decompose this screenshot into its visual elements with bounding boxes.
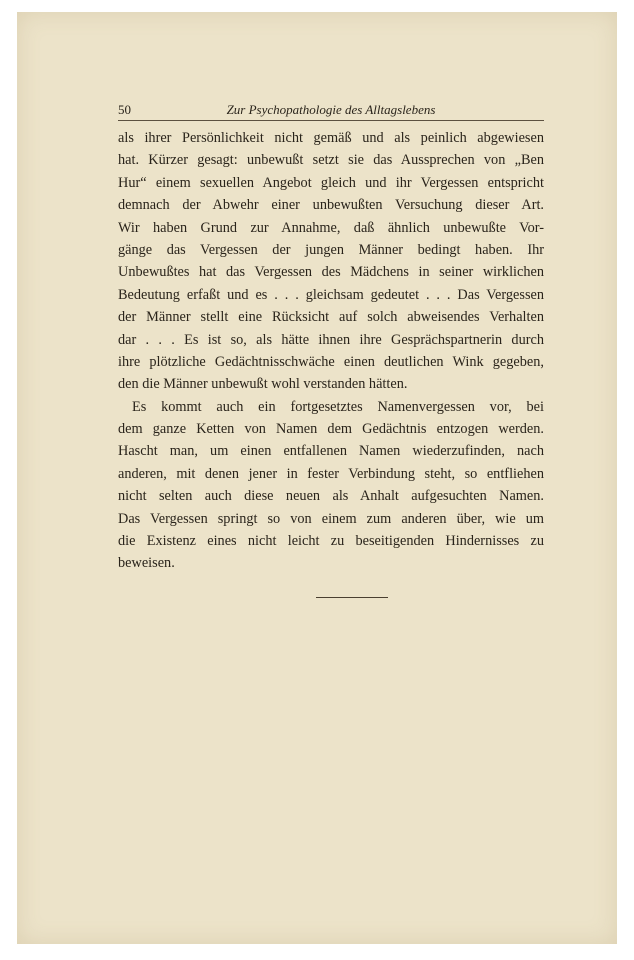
paragraph-1 (118, 127, 544, 396)
book-page (17, 12, 617, 944)
text-line: beweisen. (118, 555, 175, 572)
text-line: hat. Kürzer gesagt: unbewußt setzt sie das Aussprechen von „Ben (118, 152, 544, 169)
text-block (118, 100, 544, 575)
paragraph-2 (118, 396, 544, 575)
text-line: Das Vergessen springt so von einem zum anderen über, wie um (118, 510, 544, 527)
text-line: nicht selten auch diese neuen als Anhalt aufgesuchten Namen. (118, 488, 544, 505)
text-line: demnach der Abwehr einer unbewußten Versuchung dieser Art. (118, 197, 544, 214)
running-title: Zur Psychopathologie des Alltagslebens (226, 102, 436, 117)
section-end-rule (316, 597, 388, 598)
text-line: der Männer stellt eine Rücksicht auf solch abweisendes Verhalten (118, 309, 544, 326)
text-line: als ihrer Persönlichkeit nicht gemäß und als peinlich abgewiesen (118, 130, 544, 146)
text-line: Bedeutung erfaßt und es . . . gleichsam gedeutet . . . Das Vergessen (118, 286, 544, 303)
text-line: dem ganze Ketten von Namen dem Gedächtnis entzogen werden. (118, 421, 544, 438)
running-head (118, 100, 544, 121)
text-line: die Existenz eines nicht leicht zu beseitigenden Hindernisses zu (118, 533, 544, 550)
text-line: Unbewußtes hat das Vergessen des Mädchens in seiner wirklichen (118, 264, 544, 281)
text-line: den die Männer unbewußt wohl verstanden hätten. (118, 376, 408, 393)
page-number: 50 (118, 102, 131, 117)
text-line: anderen, mit denen jener in fester Verbindung steht, so entfliehen (118, 465, 544, 482)
text-line: dar . . . Es ist so, als hätte ihnen ihre Gesprächspartnerin durch (118, 331, 544, 348)
text-line: Hur“ einem sexuellen Angebot gleich und ihr Vergessen entspricht (118, 174, 544, 191)
text-line: Hascht man, um einen entfallenen Namen wiederzufinden, nach (118, 443, 544, 460)
text-line: gänge das Vergessen der jungen Männer bedingt haben. Ihr (118, 241, 544, 258)
text-line: Es kommt auch ein fortgesetztes Namenvergessen vor, bei (132, 398, 544, 415)
text-line: Wir haben Grund zur Annahme, daß ähnlich unbewußte Vor- (118, 219, 544, 236)
text-line: ihre plötzliche Gedächtnisschwäche einen deutlichen Wink gegeben, (118, 353, 544, 370)
body-text (118, 127, 544, 575)
